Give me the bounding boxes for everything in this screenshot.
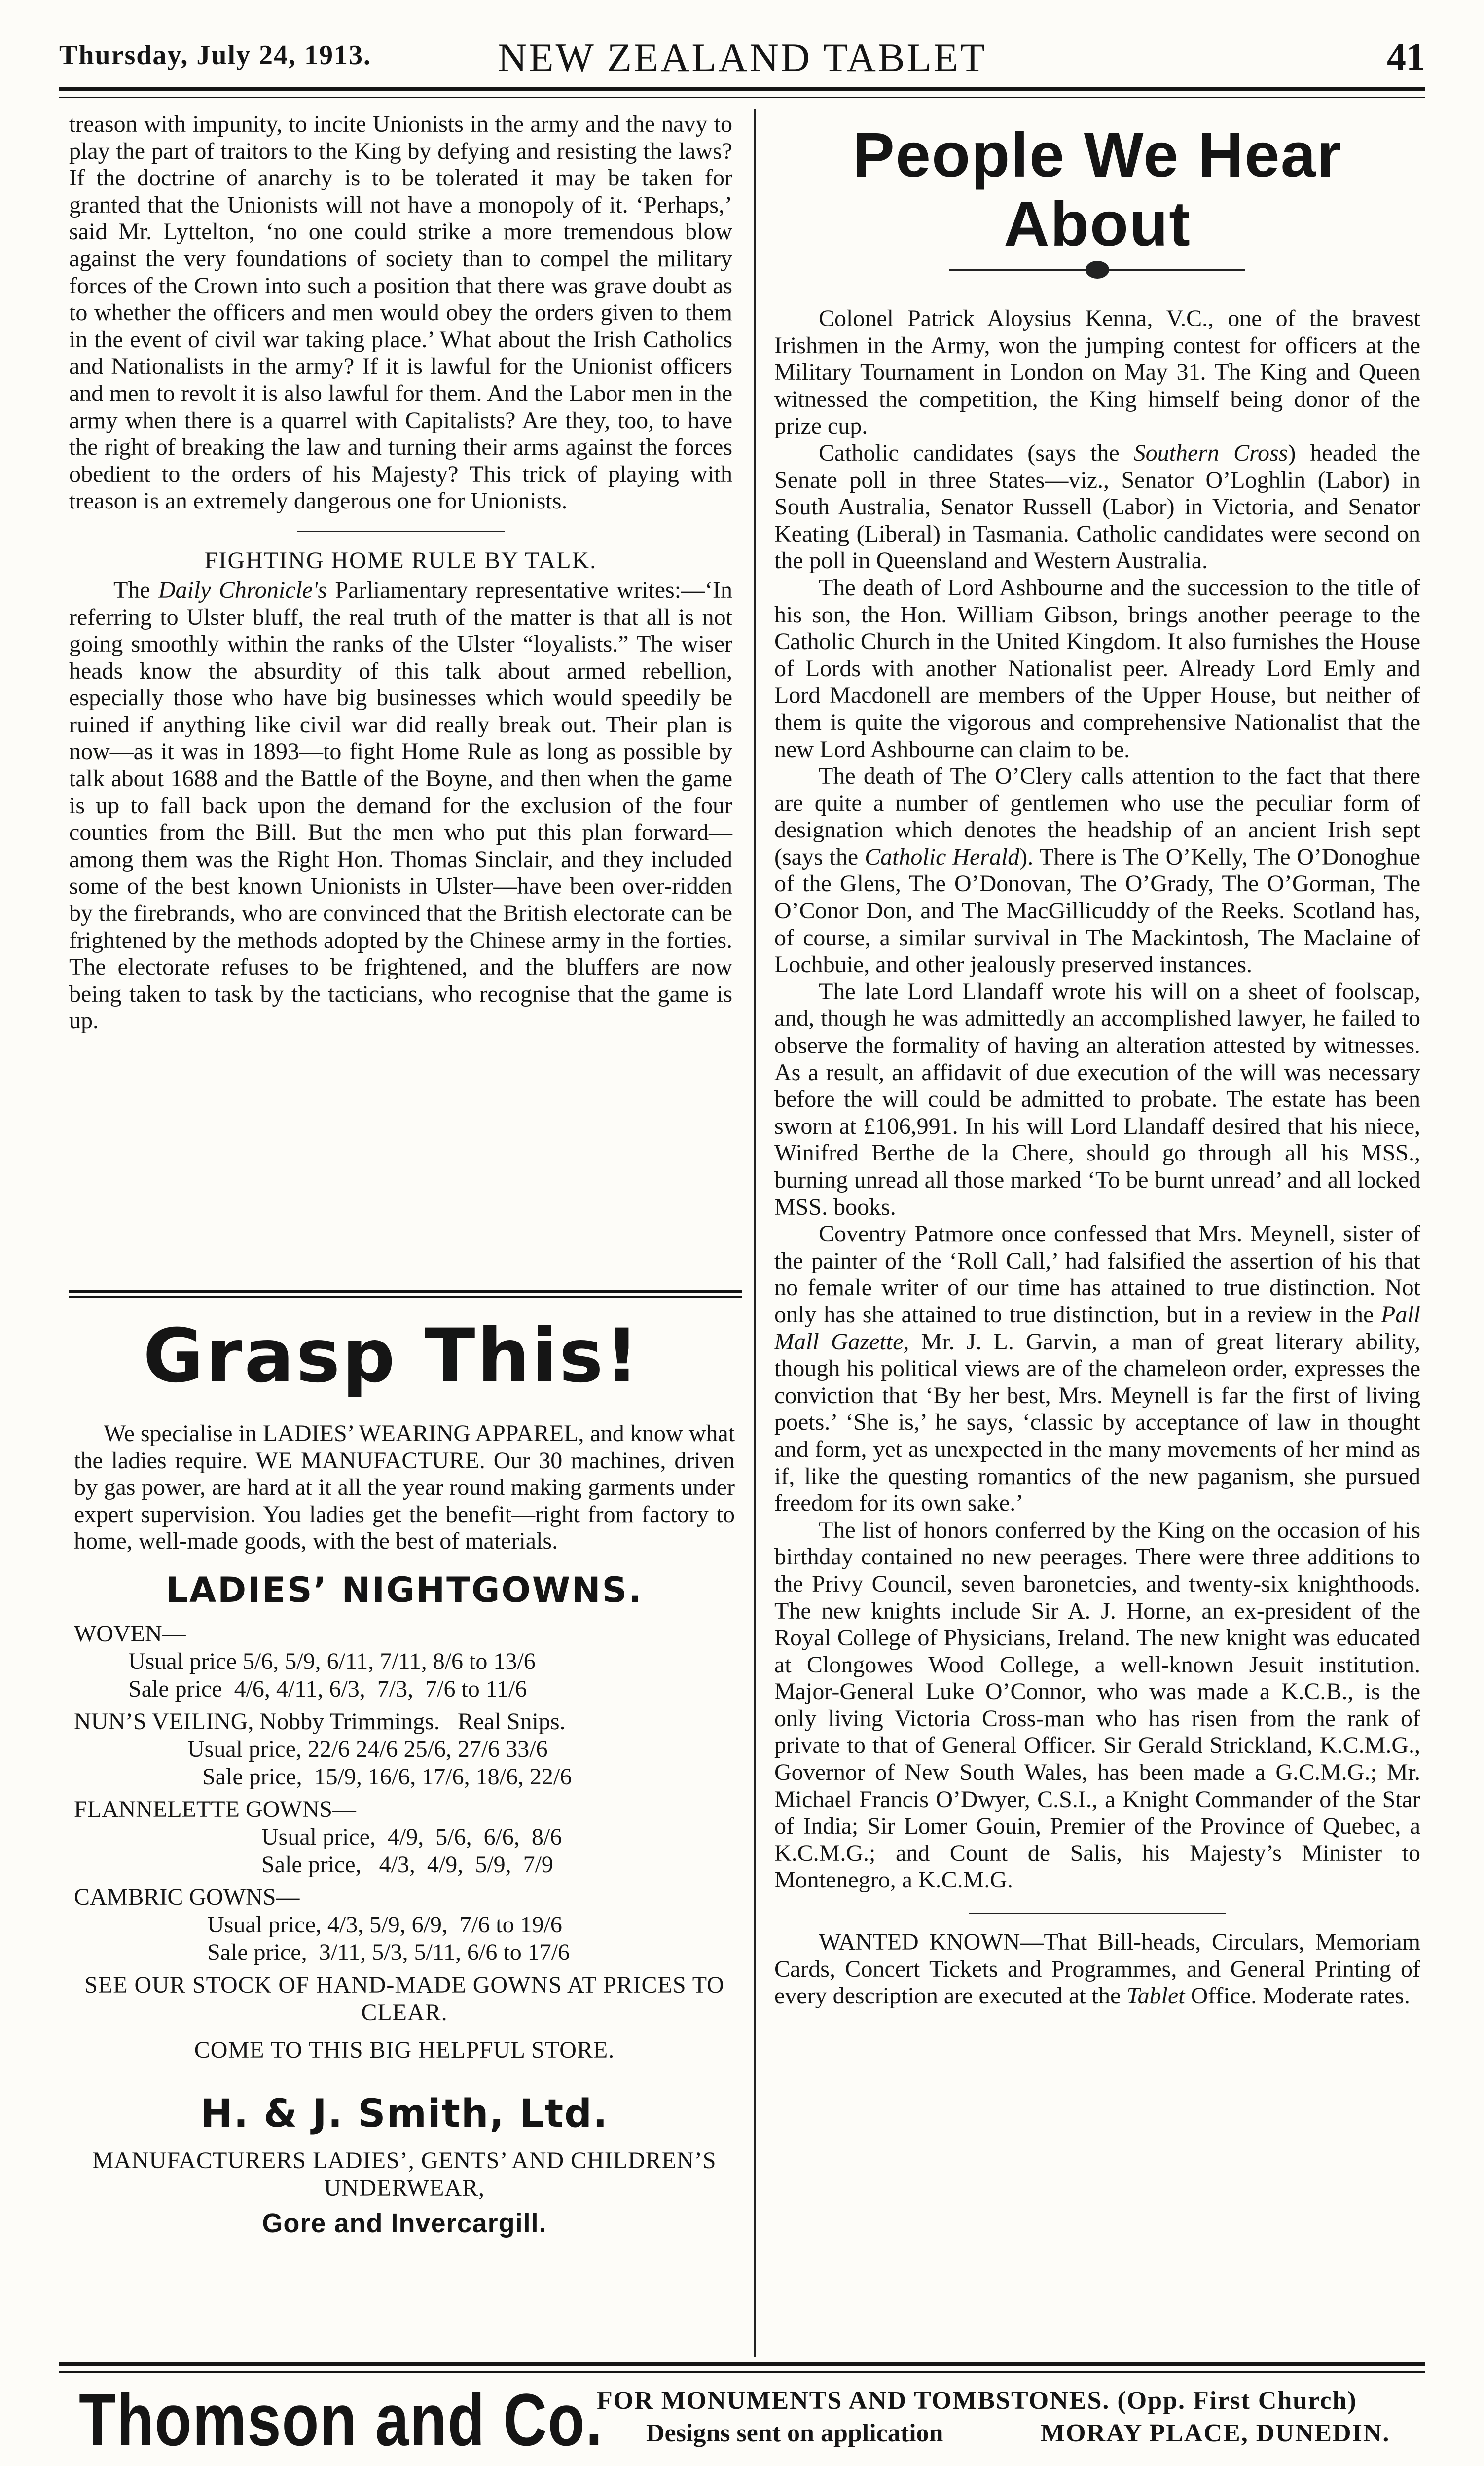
stock-notice: SEE OUR STOCK OF HAND-MADE GOWNS AT PRICES TO CLEAR. [84,1971,724,2026]
issue-date: Thursday, July 24, 1913. [59,40,372,71]
masthead-rule-thin [59,97,1425,98]
newspaper-title: NEW ZEALAND TABLET [498,35,987,80]
newspaper-name: Pall Mall Gazette [774,1301,1420,1355]
column-divider [754,109,756,2357]
cambric-usual-price: Usual price, 4/3, 5/9, 6/9, 7/6 to 19/6 [207,1911,562,1938]
text-run: ) headed the Senate poll in three States—viz., Senator O’Loghlin (Labor) in South Australia, Senator Russell (Labor) in Victoria, and Senator Keating (Liberal) in Tasmania. Catholic candidates were second on the poll in Queensland and Western Australia. [774,439,1421,574]
advert-top-rule [69,1290,742,1293]
section-heading: FIGHTING HOME RULE BY TALK. [204,547,597,574]
senate-poll-paragraph [774,440,1420,575]
advert-headline: Grasp This! [143,1313,641,1399]
nightgowns-heading: LADIES’ NIGHTGOWNS. [166,1569,643,1610]
woven-sale-price: Sale price 4/6, 4/11, 6/3, 7/3, 7/6 to 11/6 [128,1675,527,1702]
flannelette-usual-price: Usual price, 4/9, 5/6, 6/6, 8/6 [261,1823,562,1850]
text-run: Catholic candidates (says the [819,439,1134,466]
meynell-paragraph [774,1221,1420,1517]
woven-usual-price: Usual price 5/6, 5/9, 6/11, 7/11, 8/6 to 13/6 [128,1648,536,1674]
newspaper-name: Tablet [1126,1983,1185,2009]
advert-top-rule-thin [69,1296,742,1298]
cambric-label: CAMBRIC GOWNS— [74,1884,300,1910]
masthead-rule-thick [59,87,1425,91]
section-divider [297,531,505,532]
left-column [69,111,732,1035]
page-number: 41 [1387,35,1425,78]
text-run: WANTED KNOWN—That Bill-heads, Circulars, Memoriam Cards, Concert Tickets and Programmes, and General Printing of every description are executed at the [774,1929,1420,2009]
footer-address: MORAY PLACE, DUNEDIN. [1041,2419,1390,2447]
heading-ornament [949,269,1245,271]
text-run: , Mr. J. L. Garvin, a man of great literary ability, though his political views are of the chameleon order, expresses the conviction that ‘By her best, Mrs. Meynell is far the first of living poets.’ ‘She is,’ he says, ‘classic by acceptance of law in thought and form, yet as unexpected in the many movements of her mind as if, like the questing romantics of the new paganism, she pursued freedom for its own sake.’ [774,1328,1421,1517]
text-run: Coventry Patmore once confessed that Mrs. Meynell, sister of the painter of the ‘Roll Call,’ had falsified the assertion of his that no female writer of our time has attained to true distinction. Not only has she attained to true distinction, but in a review in the [774,1221,1420,1328]
kenna-paragraph: Colonel Patrick Aloysius Kenna, V.C., one of the bravest Irishmen in the Army, won the jumping contest for officers at the Military Tournament in London on May 31. The King and Queen witnessed the competition, the King himself being donor of the prize cup. [774,305,1420,439]
nuns-sale-price: Sale price, 15/9, 16/6, 17/6, 18/6, 22/6 [202,1763,572,1790]
text-run: ). There is The O’Kelly, The O’Donoghue of the Glens, The O’Donovan, The O’Grady, The O’Gorman, The O’Conor Don, and The MacGillicuddy of the Reeks. Scotland has, of course, a similar survival in The Mackintosh, The Maclaine of Lochbuie, and other jealously preserved instances. [774,843,1421,978]
newspaper-name: Catholic Herald [865,843,1020,870]
text-run: The death of The O’Clery calls attention to the fact that there are quite a number of gentlemen who use the peculiar form of designation which denotes the headship of an ancient Irish sept (says the [774,763,1420,870]
smith-advertisement [74,1313,735,2239]
footer-advertiser-name: Thomson and Co. [79,2378,604,2461]
oclery-paragraph [774,763,1420,979]
footer-rule-thick [59,2362,1425,2366]
masthead [59,35,1425,89]
text-run: The [113,577,158,603]
ashbourne-paragraph: The death of Lord Ashbourne and the succession to the title of his son, the Hon. William Gibson, brings another peerage to the Catholic Church in the United Kingdom. It also furnishes the House of Lords with another Nationalist peer. Already Lord Emly and Lord Macdonell are members of the Upper House, but neither of them is quite the vigorous and comprehensive Nationalist that the new Lord Ashbourne can claim to be. [774,574,1420,762]
nuns-usual-price: Usual price, 22/6 24/6 25/6, 27/6 33/6 [187,1736,548,1762]
wanted-known-notice [774,1929,1420,2010]
llandaff-paragraph: The late Lord Llandaff wrote his will on a sheet of foolscap, and, though he was admittedly an accomplished lawyer, he failed to observe the formality of having an alteration attested by witnesses. As a result, an affidavit of due execution of the will was necessary before the will could be admitted to probate. The estate has been sworn at £106,991. In his will Lord Llandaff desired that his niece, Winifred Berthe de la Chere, should go through all his MSS., burning unread all those marked ‘To be burnt unread’ and all locked MSS. books. [774,978,1420,1220]
footer-designs-line: Designs sent on application [646,2419,943,2447]
flannelette-label: FLANNELETTE GOWNS— [74,1796,356,1822]
right-column [774,111,1420,2010]
section-divider [969,1913,1226,1914]
company-name: H. & J. Smith, Ltd. [200,2091,609,2136]
newspaper-name: Daily Chronicle's [158,577,327,603]
cambric-sale-price: Sale price, 3/11, 5/3, 5/11, 6/6 to 17/6 [207,1939,570,1965]
manufacturers-line: MANUFACTURERS LADIES’, GENTS’ AND CHILDREN’S UNDERWEAR, [92,2147,717,2201]
text-run: Parliamentary representative writes:—‘In referring to Ulster bluff, the real truth of the matter is that all is not going smoothly within the ranks of the Ulster “loyalists.” The wiser heads know the absurdity of this talk about armed rebellion, especially those who have big businesses which would speedily be ruined if anything like civil war did really break out. Their plan is now—as it was in 1893—to fight Home Rule as long as possible by talk about 1688 and the Battle of the Boyne, and then when the game is up to fall back upon the demand for the exclusion of the four counties from the Bill. But the men who put this plan forward—among them was the Right Hon. Thomas Sinclair, and they included some of the best known Unionists in Ulster—have been over-ridden by the firebrands, who are convinced that the British electorate can be frightened by the methods adopted by the Chinese army in the forties. The electorate refuses to be frightened, and the bluffers are now being taken to task by the tacticians, who recognise that the game is up. [69,577,733,1034]
text-run: Office. Moderate rates. [1185,1983,1410,2009]
advert-intro: We specialise in LADIES’ WEARING APPAREL, and know what the ladies require. WE MANUFACTURE. Our 30 machines, driven by gas power, are hard at it all the year round making garments under expert supervision. You ladies get the benefit—right from factory to home, well-made goods, with the best of materials. [74,1420,735,1555]
newspaper-name: Southern Cross [1133,439,1288,466]
footer-rule-thin [59,2371,1425,2373]
woven-label: WOVEN— [74,1620,186,1647]
store-locations: Gore and Invercargill. [262,2208,547,2238]
footer-monuments-line: FOR MONUMENTS AND TOMBSTONES. (Opp. First Church) [597,2387,1357,2415]
nuns-veiling-label: NUN’S VEILING, Nobby Trimmings. Real Snips. [74,1708,566,1735]
column-heading: People We Hear About [852,120,1342,259]
home-rule-paragraph [69,577,732,1035]
store-slogan: COME TO THIS BIG HELPFUL STORE. [194,2036,615,2063]
honors-paragraph: The list of honors conferred by the King on the occasion of his birthday contained no new peerages. There were three additions to the Privy Council, seven baronetcies, and twenty-six knighthoods. The new knights include Sir A. J. Horne, an ex-president of the Royal College of Physicians, Ireland. The new knight was educated at Clongowes Wood College, a well-known Jesuit institution. Major-General Luke O’Connor, who was made a K.C.B., is the only living Victoria Cross-man who has risen from the rank of private to that of General Officer. Sir Gerald Strickland, K.C.M.G., Governor of New South Wales, has been made a G.C.M.G.; Mr. Michael Francis O’Dwyer, C.S.I., a Knight Commander of the Star of India; Sir Lomer Gouin, Premier of the Province of Quebec, a K.C.M.G.; and Count de Salis, his Majesty’s Minister to Montenegro, a K.C.M.G. [774,1517,1420,1893]
flannelette-sale-price: Sale price, 4/3, 4/9, 5/9, 7/9 [261,1851,553,1878]
article-continuation-paragraph: treason with impunity, to incite Unionists in the army and the navy to play the part of traitors to the King by defying and resisting the laws? If the doctrine of anarchy is to be tolerated it may be taken for granted that the Unionists will not have a monopoly of it. ‘Perhaps,’ said Mr. Lyttelton, ‘no one could strike a more tremendous blow against the very foundations of society than to compel the military forces of the Crown into such a position that there was grave doubt as to whether the officers and men would obey the orders given to them in the event of civil war taking place.’ What about the Irish Catholics and Nationalists in the army? If it is lawful for the Unionist officers and men to revolt it is also lawful for them. And the Labor men in the army when there is a quarrel with Capitalists? Are they, too, to have the right of breaking the law and turning their arms against the forces obedient to the orders of his Majesty? This trick of playing with treason is an extremely dangerous one for Unionists. [69,111,732,514]
